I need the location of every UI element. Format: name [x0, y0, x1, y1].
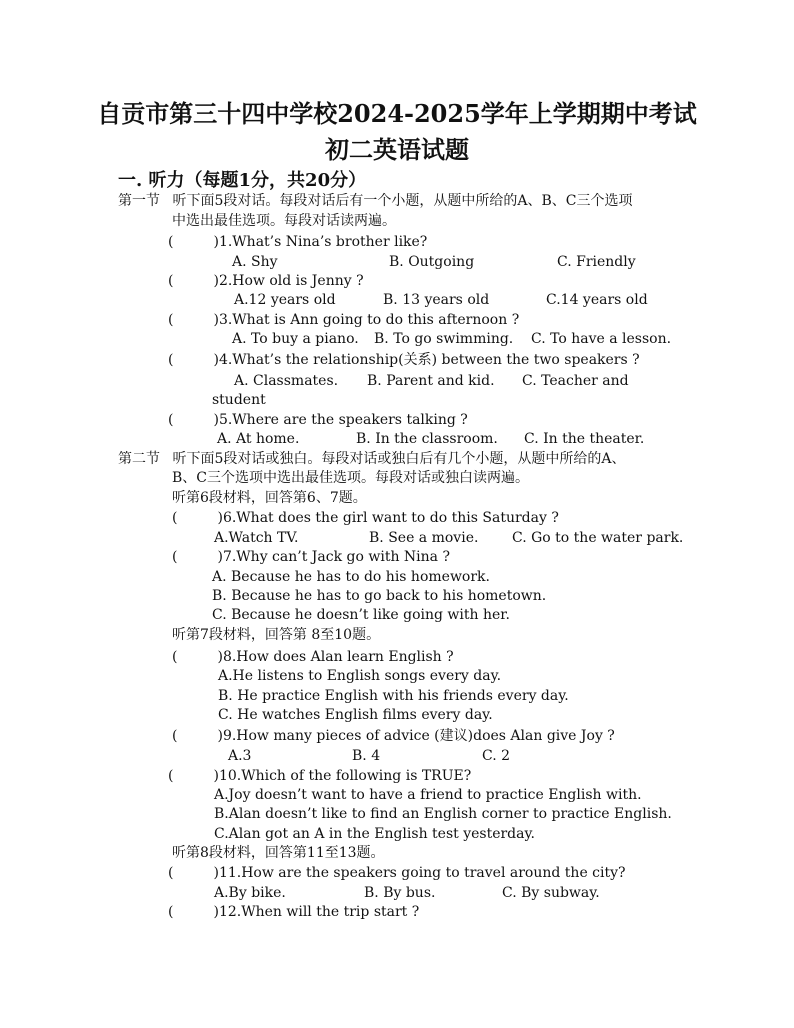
option-b: B. Because he has to go back to his hometown.	[212, 588, 547, 604]
question-text: 7.Why can’t Jack go with Nina ?	[222, 549, 450, 565]
option-a: A.3	[228, 748, 252, 764]
option-b: B. See a movie.	[369, 530, 479, 546]
question-text: 3.What is Ann going to do this afternoon ?	[218, 312, 520, 328]
option-c: C. He watches English films every day.	[218, 707, 493, 723]
option-c: C. Teacher and	[522, 373, 629, 389]
section-heading-listening: 一. 听力（每题1分，共20分）	[118, 170, 367, 191]
question-7: ( )7.Why can’t Jack go with Nina ?	[172, 549, 450, 565]
part1-label: 第一节	[118, 193, 160, 209]
option-b: B. Outgoing	[389, 254, 475, 270]
option-c: C.14 years old	[546, 292, 648, 308]
material-note-7: 听第7段材料，回答第 8至10题。	[172, 627, 381, 643]
question-text: 1.What’s Nina’s brother like?	[218, 234, 428, 250]
question-text: 9.How many pieces of advice (建议)does Alan give Joy ?	[222, 728, 615, 744]
part1-instruction-line2: 中选出最佳选项。每段对话读两遍。	[172, 213, 396, 229]
question-12: ( )12.When will the trip start ?	[168, 904, 420, 920]
option-c: C. In the theater.	[524, 431, 645, 447]
option-b: B. 4	[352, 748, 381, 764]
question-text: 2.How old is Jenny ?	[218, 273, 364, 289]
exam-subtitle: 初二英语试题	[325, 135, 469, 164]
option-a: A.12 years old	[234, 292, 336, 308]
option-a: A. Because he has to do his homework.	[212, 569, 490, 585]
question-text: 10.Which of the following is TRUE?	[218, 768, 472, 784]
question-11: ( )11.How are the speakers going to travel around the city?	[168, 865, 626, 881]
option-c: C.Alan got an A in the English test yesterday.	[214, 826, 535, 842]
option-b: B. By bus.	[364, 885, 436, 901]
question-text: 5.Where are the speakers talking ?	[218, 412, 468, 428]
option-b: B. 13 years old	[383, 292, 490, 308]
material-note-8: 听第8段材料，回答第11至13题。	[172, 845, 385, 861]
option-a: A.Joy doesn’t want to have a friend to practice English with.	[214, 787, 642, 803]
option-a: A. Shy	[232, 254, 278, 270]
option-b: B. Parent and kid.	[367, 373, 495, 389]
option-a: A.He listens to English songs every day.	[218, 668, 502, 684]
question-10: ( )10.Which of the following is TRUE?	[168, 768, 472, 784]
question-text: 12.When will the trip start ?	[218, 904, 420, 920]
question-8: ( )8.How does Alan learn English ?	[172, 649, 454, 665]
option-c: C. By subway.	[502, 885, 600, 901]
question-text: 6.What does the girl want to do this Saturday ?	[222, 510, 559, 526]
part2-instruction-line1: 听下面5段对话或独白。每段对话或独白后有几个小题，从题中所给的A、	[172, 451, 626, 467]
part2-instruction-line2: B、C三个选项中选出最佳选项。每段对话或独白读两遍。	[172, 470, 529, 486]
question-5: ( )5.Where are the speakers talking ?	[168, 412, 468, 428]
question-9: ( )9.How many pieces of advice (建议)does Alan give Joy ?	[172, 728, 615, 744]
question-3: ( )3.What is Ann going to do this afternoon ?	[168, 312, 520, 328]
part1-instruction	[118, 192, 632, 210]
option-b: B. To go swimming.	[374, 331, 514, 347]
question-4-option-c-wrap: student	[212, 392, 266, 408]
option-c: C. Because he doesn’t like going with her.	[212, 607, 510, 623]
question-text: 11.How are the speakers going to travel around the city?	[218, 865, 626, 881]
option-c: C. 2	[482, 748, 511, 764]
part2-instruction	[118, 450, 625, 468]
question-2: ( )2.How old is Jenny ?	[168, 273, 364, 289]
question-4: ( )4.What’s the relationship(关系) between the two speakers ?	[168, 352, 640, 368]
exam-title: 自贡市第三十四中学校2024-2025学年上学期期中考试	[97, 99, 697, 128]
part1-instruction-line1: 听下面5段对话。每段对话后有一个小题，从题中所给的A、B、C三个选项	[172, 193, 633, 209]
material-note-6: 听第6段材料，回答第6、7题。	[172, 490, 367, 506]
option-a: A.By bike.	[214, 885, 286, 901]
option-c: C. Friendly	[557, 254, 636, 270]
option-c: C. Go to the water park.	[512, 530, 684, 546]
option-a: A. Classmates.	[234, 373, 339, 389]
option-a: A. At home.	[217, 431, 300, 447]
option-b: B. He practice English with his friends every day.	[218, 688, 569, 704]
part2-label: 第二节	[118, 451, 160, 467]
question-text: 4.What’s the relationship(关系) between the two speakers ?	[218, 352, 640, 368]
question-1: ( )1.What’s Nina’s brother like?	[168, 234, 428, 250]
question-text: 8.How does Alan learn English ?	[222, 649, 454, 665]
option-b: B.Alan doesn’t like to find an English corner to practice English.	[214, 806, 672, 822]
option-a: A. To buy a piano.	[232, 331, 359, 347]
option-a: A.Watch TV.	[214, 530, 299, 546]
option-b: B. In the classroom.	[356, 431, 498, 447]
option-c: C. To have a lesson.	[531, 331, 672, 347]
question-6: ( )6.What does the girl want to do this Saturday ?	[172, 510, 559, 526]
